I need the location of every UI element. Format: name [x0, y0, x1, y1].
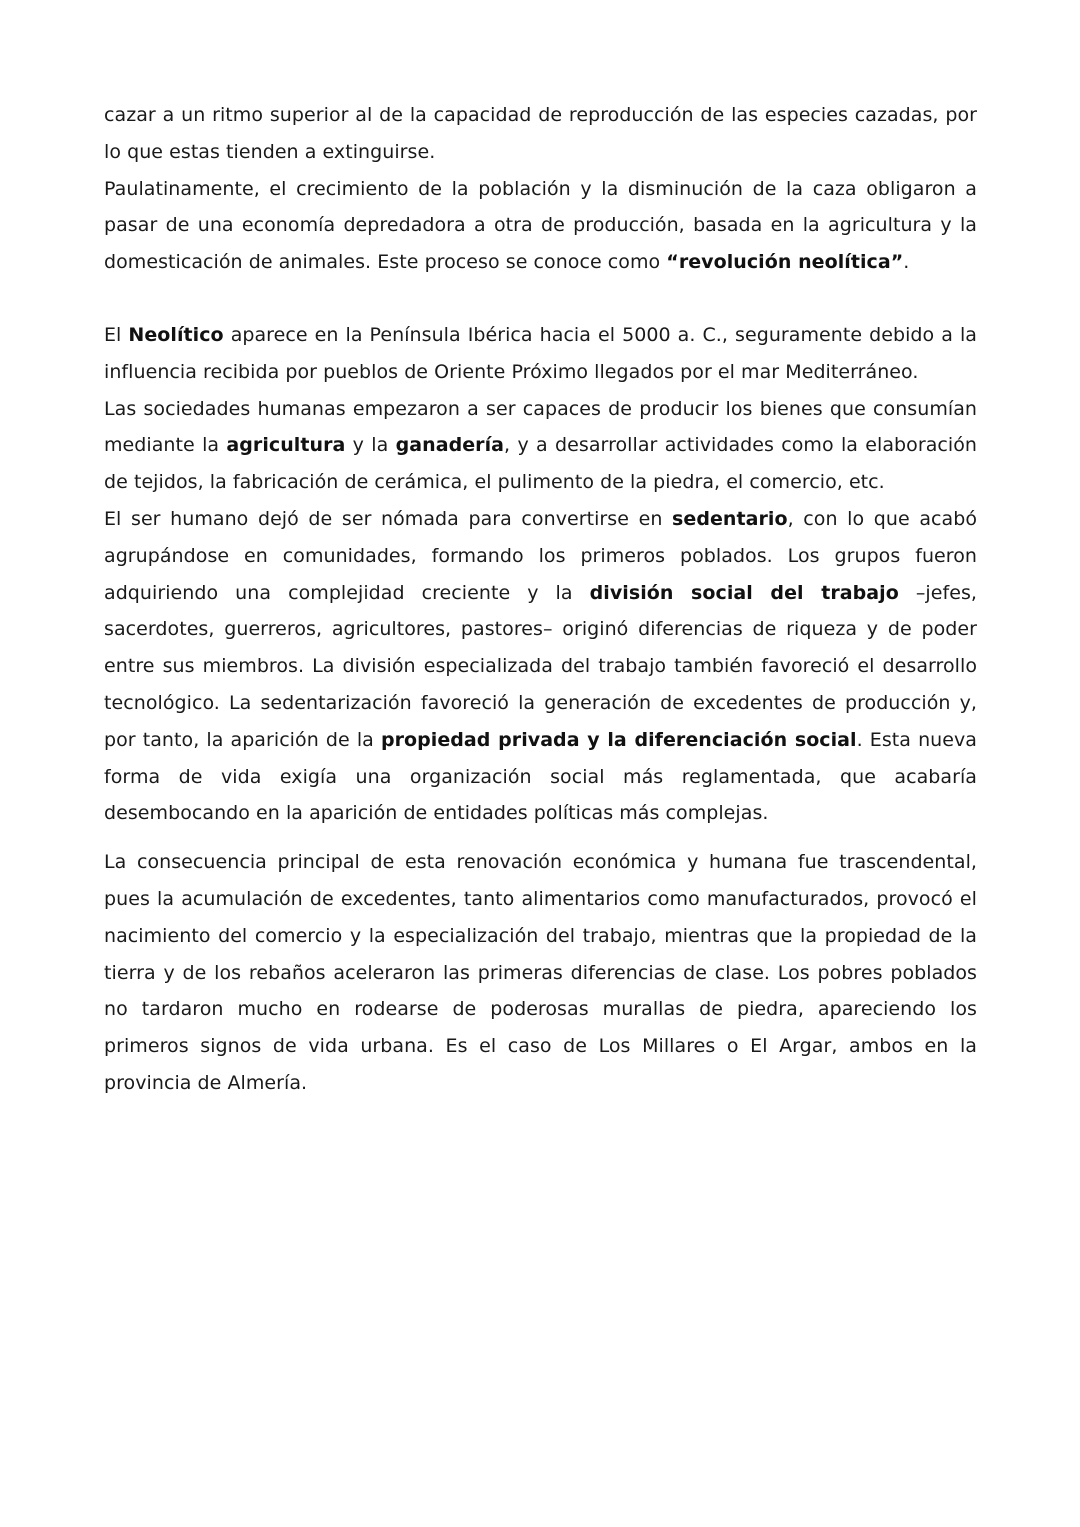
bold-term-neolitico: Neolítico: [128, 323, 224, 346]
paragraph-text: aparece en la Península Ibérica hacia el 5000 a. C., seguramente debido a la influencia recibida por pueblos de Oriente Próximo llegados por el mar Mediterráneo.: [104, 323, 977, 383]
document-body: [104, 97, 977, 1102]
paragraph-consequences: [104, 844, 977, 1102]
paragraph-text: , y a desarrollar actividades como la elaboración de tejidos, la fabricación de cerámica, el pulimento de la piedra, el comercio, etc.: [104, 434, 977, 494]
paragraph-text: . Esta nueva forma de vida exigía una organización social más reglamentada, que acabaría desembocando en la aparición de entidades políticas más complejas.: [104, 728, 977, 825]
bold-term-propiedad-privada: propiedad privada y la diferenciación social: [380, 728, 857, 751]
paragraph-hunting-extinction: [104, 97, 977, 171]
paragraph-text: El: [104, 323, 129, 346]
paragraph-text: cazar a un ritmo superior al de la capacidad de reproducción de las especies cazadas, por lo que estas tienden a extinguirse.: [104, 104, 977, 163]
paragraph-text: y la: [345, 434, 396, 457]
bold-term-revolucion-neolitica: “revolución neolítica”: [666, 251, 904, 274]
paragraph-text: .: [903, 251, 910, 274]
paragraph-text: La consecuencia principal de esta renovación económica y humana fue trascendental, pues la acumulación de excedentes, tanto alimentarios como manufacturados, provocó el nacimiento del comercio y la especialización del trabajo, mientras que la propiedad de la tierra y de los rebaños aceleraron las primeras diferencias de clase. Los pobres poblados no tardaron mucho en rodearse de poderosas murallas de piedra, apareciendo los primeros signos de vida urbana. Es el caso de Los Millares o El Argar, ambos en la provincia de Almería.: [104, 851, 977, 1094]
paragraph-neolithic-arrival: [104, 317, 977, 391]
paragraph-text: , con lo que acabó agrupándose en comunidades, formando los primeros poblados. Los grupos fueron adquiriendo una complejidad creciente y la: [104, 507, 977, 604]
bold-term-agricultura: agricultura: [226, 434, 346, 457]
paragraph-sedentarism: [104, 501, 977, 832]
paragraph-text: Paulatinamente, el crecimiento de la población y la disminución de la caza obligaron a pasar de una economía depredadora a otra de producción, basada en la agricultura y la domesticación de animales. Este proceso se conoce como: [104, 177, 977, 274]
paragraph-neolithic-revolution: [104, 171, 977, 281]
paragraph-text: Las sociedades humanas empezaron a ser capaces de producir los bienes que consumían mediante la: [104, 397, 977, 457]
bold-term-division-social: división social del trabajo: [589, 581, 899, 604]
paragraph-text: El ser humano dejó de ser nómada para convertirse en: [104, 507, 673, 530]
paragraph-text: –jefes, sacerdotes, guerreros, agricultores, pastores– originó diferencias de riqueza y de poder entre sus miembros. La división especializada del trabajo también favoreció el desarrollo tecnológico. La sedentarización favoreció la generación de excedentes de producción y, por tanto, la aparición de la: [104, 581, 977, 751]
bold-term-ganaderia: ganadería: [395, 434, 505, 457]
paragraph-production: [104, 391, 977, 501]
bold-term-sedentario: sedentario: [672, 507, 788, 530]
